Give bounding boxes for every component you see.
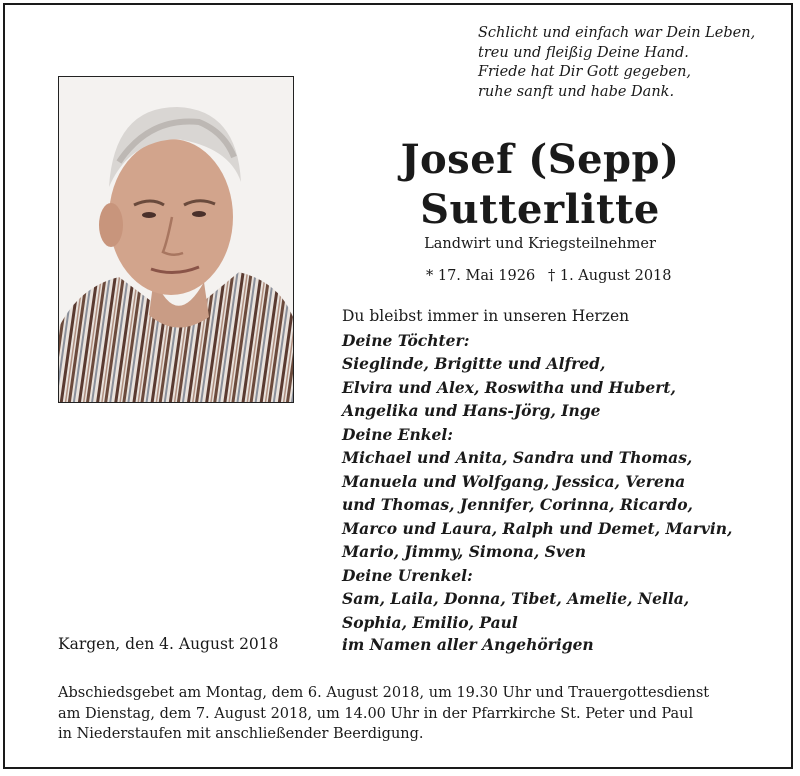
- grandchildren-label: Deine Enkel:: [342, 424, 454, 444]
- poem-line: Schlicht und einfach war Dein Leben,: [478, 25, 756, 41]
- service-details: [58, 683, 709, 745]
- portrait-photo: [58, 76, 294, 403]
- poem-line: ruhe sanft und habe Dank.: [478, 83, 675, 100]
- great-grandchildren-label: Deine Urenkel:: [342, 565, 473, 585]
- on-behalf-line: im Namen aller Angehörigen: [342, 635, 594, 654]
- mourner-line: Marco und Laura, Ralph und Demet, Marvin,: [342, 518, 733, 538]
- service-line: am Dienstag, dem 7. August 2018, um 14.00 Uhr in der Pfarrkirche St. Peter und Paul: [58, 705, 694, 722]
- birth-date: * 17. Mai 1926: [426, 268, 536, 284]
- service-line: Abschiedsgebet am Montag, dem 6. August 2018, um 19.30 Uhr und Trauergottesdienst: [58, 685, 710, 701]
- deceased-surname: Sutterlitte: [420, 186, 660, 233]
- portrait-image: [59, 77, 293, 402]
- mourner-line: Angelika und Hans-Jörg, Inge: [342, 401, 601, 420]
- service-line: in Niederstaufen mit anschließender Beerdigung.: [58, 726, 424, 742]
- mourner-line: Manuela und Wolfgang, Jessica, Verena: [342, 471, 686, 491]
- poem-line: Friede hat Dir Gott gegeben,: [478, 64, 692, 80]
- remembrance-line: Du bleibst immer in unseren Herzen: [342, 307, 630, 325]
- mourners-list: [342, 305, 732, 634]
- death-date: † 1. August 2018: [548, 268, 672, 284]
- mourner-line: Elvira und Alex, Roswitha und Hubert,: [342, 377, 676, 397]
- mourner-line: Sam, Laila, Donna, Tibet, Amelie, Nella,: [342, 589, 690, 608]
- mourner-line: Michael und Anita, Sandra und Thomas,: [342, 448, 693, 467]
- daughters-label: Deine Töchter:: [342, 330, 470, 350]
- deceased-name: Josef (Sepp): [400, 136, 680, 183]
- place-date: Kargen, den 4. August 2018: [58, 635, 279, 653]
- deceased-occupation: Landwirt und Kriegsteilnehmer: [424, 236, 656, 252]
- mourner-line: Sieglinde, Brigitte und Alfred,: [342, 354, 606, 373]
- mourner-line: und Thomas, Jennifer, Corinna, Ricardo,: [342, 495, 693, 514]
- poem-line: treu und fleißig Deine Hand.: [478, 44, 689, 61]
- mourner-line: Mario, Jimmy, Simona, Sven: [342, 542, 586, 561]
- memorial-poem: [478, 24, 755, 102]
- mourner-line: Sophia, Emilio, Paul: [342, 612, 518, 632]
